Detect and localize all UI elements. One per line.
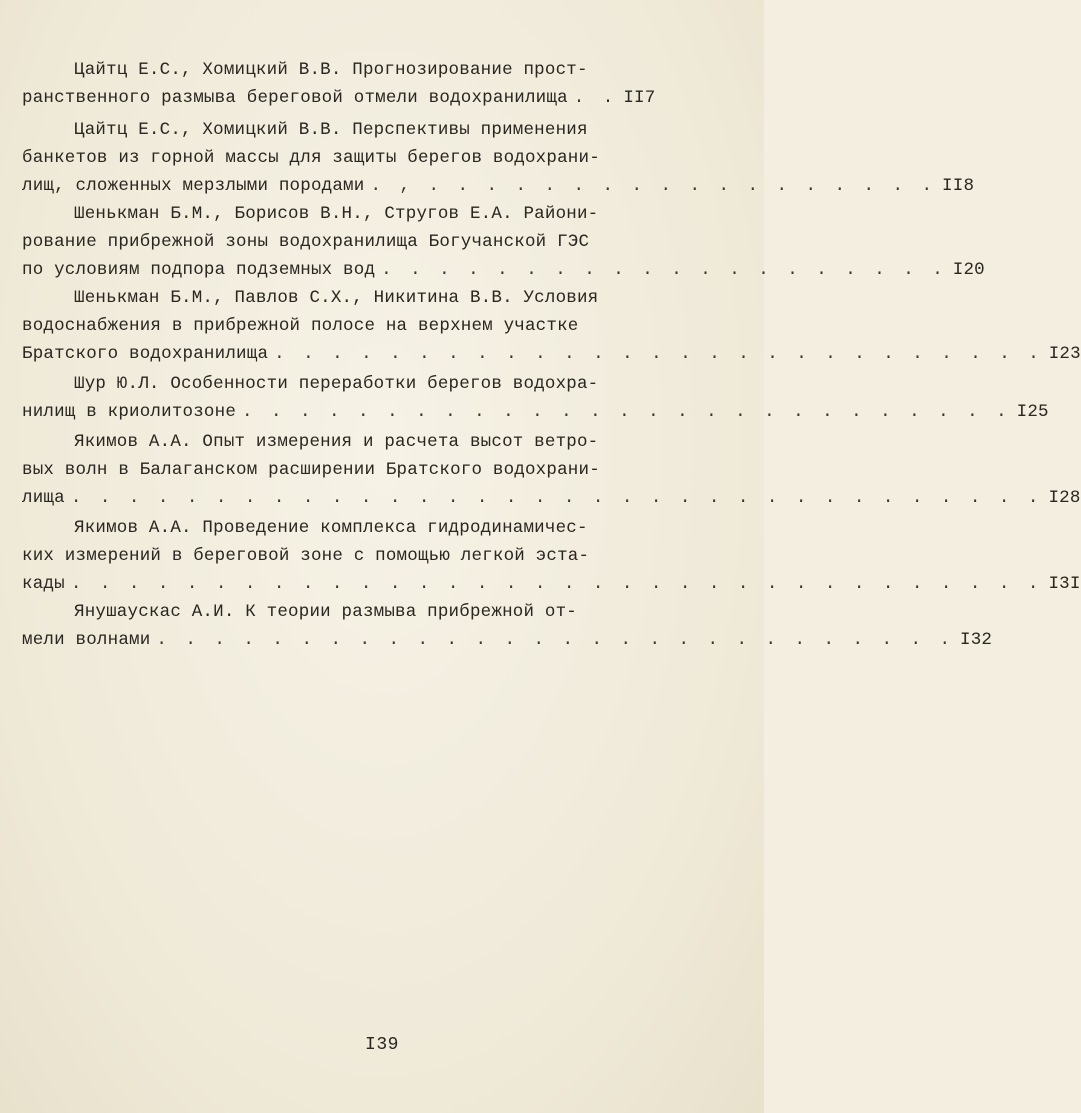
toc-line: рование прибрежной зоны водохранилища Богучанской ГЭС — [22, 232, 590, 252]
toc-line: Цайтц Е.С., Хомицкий В.В. Перспективы применения — [74, 120, 588, 140]
toc-line: ких измерений в береговой зоне с помощью легкой эста- — [22, 546, 590, 566]
toc-line: Якимов А.А. Проведение комплекса гидродинамичес- — [74, 518, 588, 538]
dot-leader: . . . . . . . . . . . . . . . . . . . . . . . . . . . . . . . . . . — [70, 574, 1043, 594]
toc-line-text: лища — [22, 488, 65, 508]
toc-line-text: нилищ в криолитозоне — [22, 402, 237, 422]
toc-page-number: I23 — [1048, 344, 1081, 364]
toc-line-text: мели волнами — [22, 630, 151, 650]
toc-line-last — [22, 256, 985, 284]
dot-leader: . . . . . . . . . . . . . . . . . . . . . . . . . . . — [242, 402, 1011, 422]
toc-line: водоснабжения в прибрежной полосе на верхнем участке — [22, 316, 579, 336]
toc-page-number: I28 — [1048, 488, 1081, 508]
toc-entry-1 — [22, 56, 656, 112]
dot-leader: . . . . . . . . . . . . . . . . . . . . — [381, 260, 947, 280]
dot-leader: . . . . . . . . . . . . . . . . . . . . . . . . . . . . . . . . . . — [70, 488, 1043, 508]
toc-line: банкетов из горной массы для защиты берегов водохрани- — [22, 148, 600, 168]
toc-entry-7 — [22, 514, 1081, 598]
toc-page-number: II8 — [942, 176, 975, 196]
toc-page-number: I32 — [960, 630, 993, 650]
toc-line-last — [22, 570, 1081, 598]
toc-line-last — [22, 172, 975, 200]
toc-entry-3 — [22, 200, 985, 284]
toc-line-text: кады — [22, 574, 65, 594]
toc-line-last — [22, 84, 656, 112]
toc-page-number: II7 — [623, 88, 656, 108]
toc-line: Янушаускас А.И. К теории размыва прибрежной от- — [74, 602, 577, 622]
toc-entry-8 — [22, 598, 993, 654]
toc-line-last — [22, 340, 1081, 368]
toc-line: Шур Ю.Л. Особенности переработки берегов водохра- — [74, 374, 599, 394]
dot-leader: . . . . . . . . . . . . . . . . . . . . . . . . . . . . — [156, 630, 955, 650]
toc-line: Якимов А.А. Опыт измерения и расчета высот ветро- — [74, 432, 599, 452]
toc-entry-4 — [22, 284, 1081, 368]
toc-entry-2 — [22, 116, 975, 200]
dot-leader: . . . . . . . . . . . . . . . . . . . . . . . . . . . — [274, 344, 1043, 364]
toc-page-number: I25 — [1016, 402, 1049, 422]
toc-line: Шенькман Б.М., Павлов С.Х., Никитина В.В. Условия — [74, 288, 599, 308]
toc-entry-6 — [22, 428, 1081, 512]
toc-line-last — [22, 398, 1049, 426]
toc-line-text: по условиям подпора подземных вод — [22, 260, 376, 280]
toc-line-text: лищ, сложенных мерзлыми породами — [22, 176, 365, 196]
toc-line-last — [22, 626, 993, 654]
toc-entry-5 — [22, 370, 1049, 426]
dot-leader: . . — [573, 88, 618, 108]
toc-line-text: ранственного размыва береговой отмели водохранилища — [22, 88, 568, 108]
page-number: I39 — [365, 1035, 399, 1055]
toc-line: вых волн в Балаганском расширении Братского водохрани- — [22, 460, 600, 480]
toc-line: Цайтц Е.С., Хомицкий В.В. Прогнозирование прост- — [74, 60, 588, 80]
toc-page-number: I3I — [1048, 574, 1081, 594]
dot-leader: . , . . . . . . . . . . . . . . . . . . — [370, 176, 937, 196]
toc-page-number: I20 — [952, 260, 985, 280]
toc-line: Шенькман Б.М., Борисов В.Н., Стругов Е.А. Райони- — [74, 204, 599, 224]
toc-line-last — [22, 484, 1081, 512]
toc-line-text: Братского водохранилища — [22, 344, 269, 364]
